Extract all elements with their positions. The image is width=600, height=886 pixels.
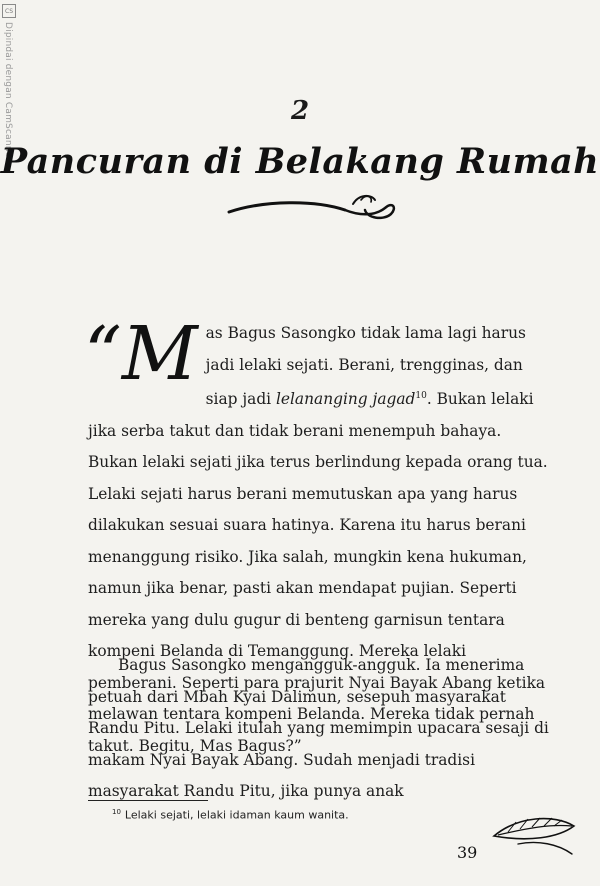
chapter-number: 2	[290, 96, 310, 126]
footnote	[112, 808, 349, 822]
leaf-ornament-icon	[488, 812, 578, 858]
chapter-title: Pancuran di Belakang Rumah	[0, 141, 600, 182]
italic-term: lelananging jagad	[275, 390, 416, 409]
drop-cap-letter: M	[121, 311, 198, 397]
page-number: 39	[457, 843, 478, 862]
drop-cap	[84, 311, 198, 397]
opening-quote: “	[84, 311, 122, 397]
paragraph-1-start: as Bagus Sasongko tidak lama lagi harus jadi lelaki sejati. Berani, trengginas, dan siap jadi	[205, 324, 526, 409]
scanner-watermark	[2, 4, 16, 164]
scanner-watermark-text: Dipindai dengan CamScanner	[3, 22, 13, 162]
paragraph-2: Bagus Sasongko mengangguk-angguk. Ia menerima petuah dari Mbah Kyai Dalimun, sesepuh masyarakat Randu Pitu. Lelaki itulah yang memimpin upacara sesaji di makam Nyai Bayak Abang. Sudah menjadi tradisi masyarakat Randu Pitu, jika punya anak	[88, 656, 549, 800]
footnote-text: Lelaki sejati, lelaki idaman kaum wanita.	[124, 808, 349, 822]
footnote-number: 10	[112, 808, 121, 816]
paragraph-1-end: . Bukan lelaki jika serba takut dan tidak berani menempuh bahaya. Bukan lelaki sejati jika terus berlindung kepada orang tua. Lelaki sejati harus berani memutuskan apa yang harus dilakukan sesuai suara hatinya. Karena itu harus berani menanggung risiko. Jika salah, mungkin kena hukuman, namun jika benar, pasti akan mendapat pujian. Seperti mereka yang dulu gugur di benteng garnisun tentara kompeni Belanda di Temanggung. Mereka lelaki pemberani. Seperti para prajurit Nyai Bayak Abang ketika melawan tentara kompeni Belanda. Mereka tidak pernah takut. Begitu, Mas Bagus?”	[88, 390, 548, 755]
footnote-divider	[88, 800, 208, 801]
swirl-ornament-icon	[225, 190, 405, 224]
footnote-reference: 10	[415, 391, 427, 401]
camscanner-logo-icon: CS	[2, 4, 16, 18]
